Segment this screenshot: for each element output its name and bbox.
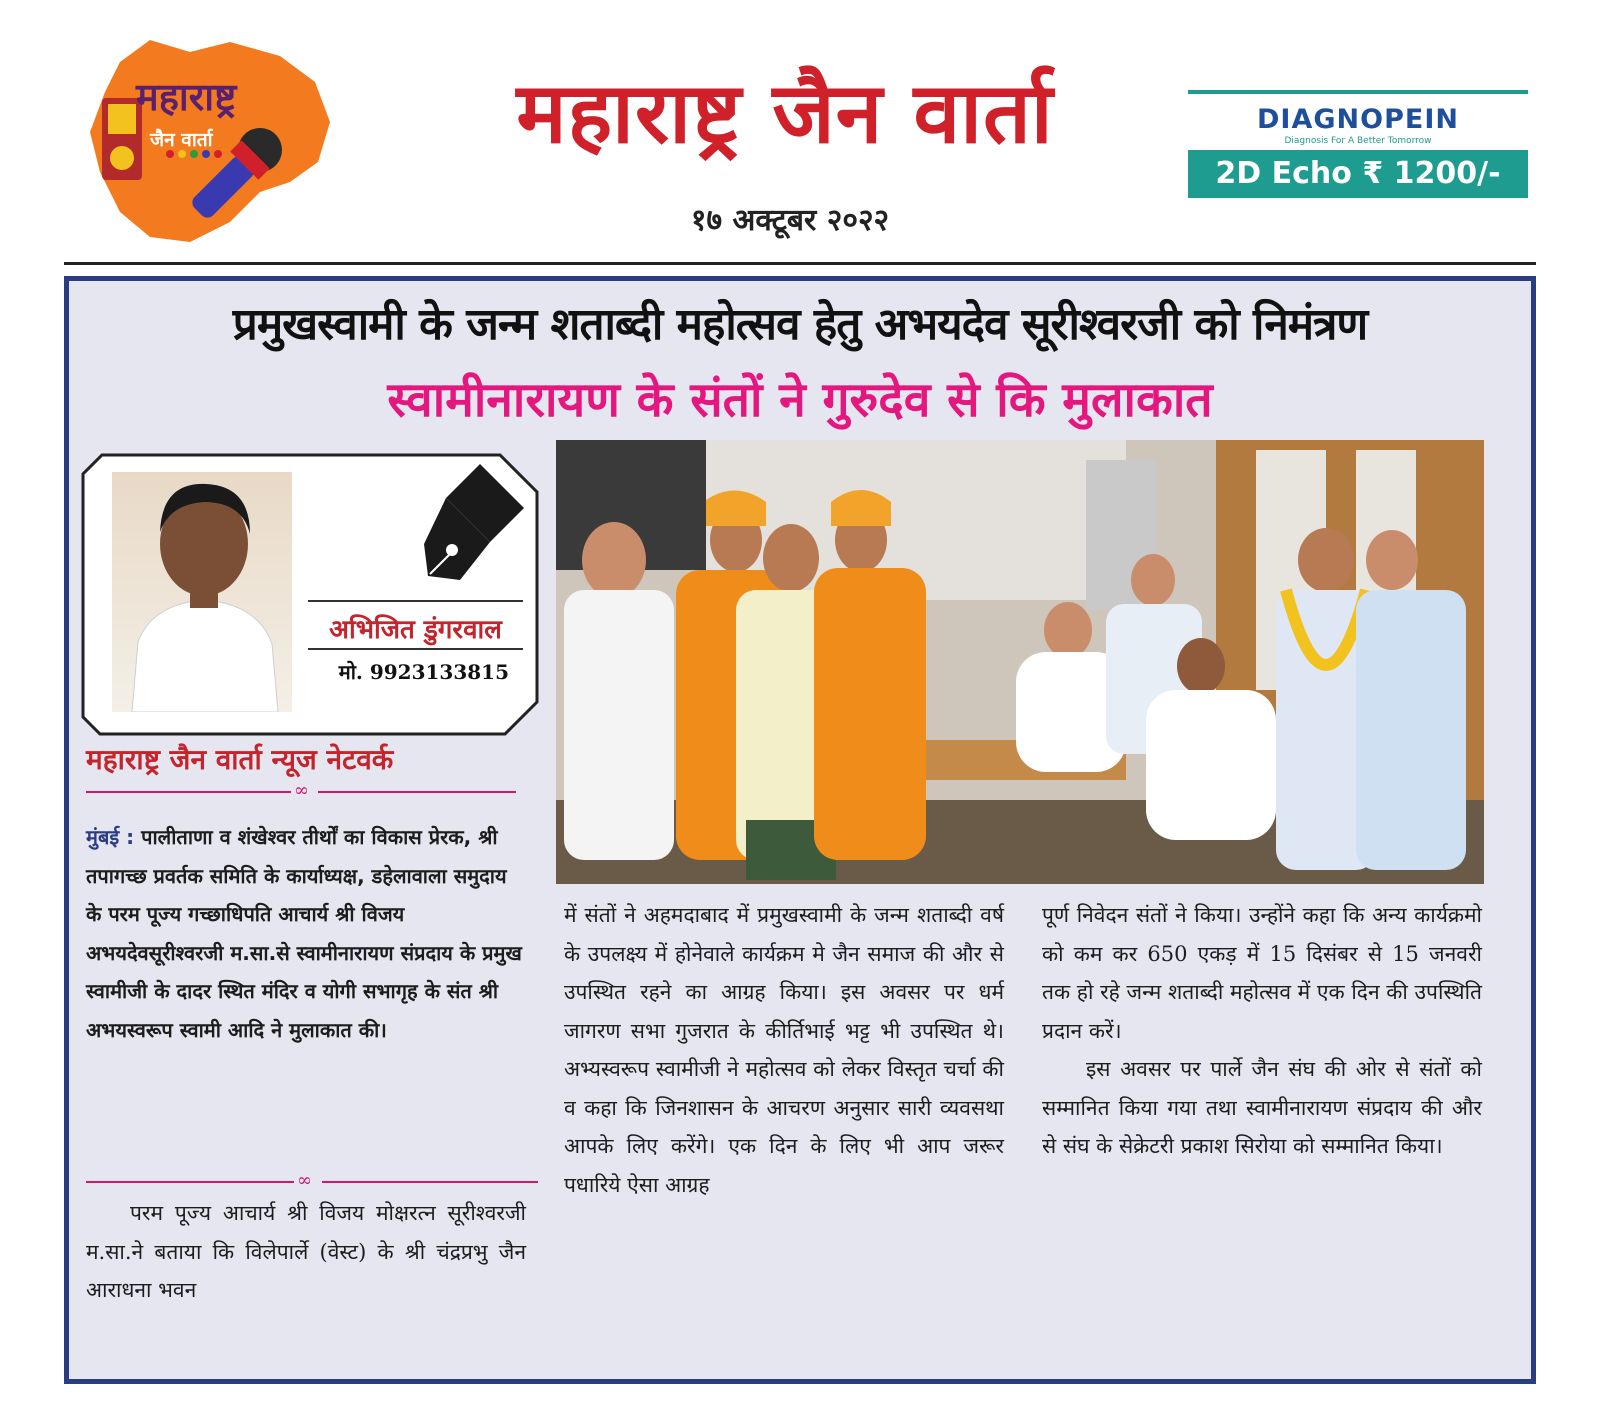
byline-rule	[308, 648, 523, 650]
column-3-para-2: इस अवसर पर पार्ले जैन संघ की ओर से संतों को सम्मानित किया गया तथा स्वामीनारायण संप्रदाय की और से संघ के सेक्रेटरी प्रकाश सिरोया को सम्मानित किया।	[1042, 1057, 1482, 1158]
logo-subtitle: जैन वार्ता	[150, 129, 213, 151]
article-column-1	[86, 1194, 526, 1310]
byline-rule-top	[308, 600, 523, 602]
ad-offer: 2D Echo ₹ 1200/-	[1188, 150, 1528, 198]
article-subheadline: स्वामीनारायण के संतों ने गुरुदेव से कि मुलाकात	[387, 372, 1213, 428]
ad-brand: DIAGNOPEIN	[1257, 104, 1459, 135]
article-headline: प्रमुखस्वामी के जन्म शताब्दी महोत्सव हेतु अभयदेव सूरीश्वरजी को निमंत्रण	[232, 299, 1368, 350]
fountain-pen-icon	[420, 458, 530, 588]
dateline: मुंबई :	[86, 825, 135, 849]
masthead-rule	[64, 262, 1536, 265]
ad-topline	[1188, 90, 1528, 94]
column-2-text: में संतों ने अहमदाबाद में प्रमुखस्वामी के जन्म शताब्दी वर्ष के उपलक्ष्य में होनेवाले कार्यक्रम मे जैन समाज की और से उपस्थित रहने का आग्रह किया। इस अवसर पर धर्म जागरण सभा गुजरात के कीर्तिभाई भट्ट भी उपस्थित थे। अभ्यस्वरूप स्वामीजी ने महोत्सव को लेकर विस्तृत चर्चा की व कहा कि जिनशासन के आचरण अनुसार सारी व्यवसथा आपके लिए करेंगे। एक दिन के लिए भी आप जरूर पधारिये ऐसा आग्रह	[564, 903, 1004, 1197]
column-1-text: परम पूज्य आचार्य श्री विजय मोक्षरत्न सूरीश्वरजी म.सा.ने बताया कि विलेपार्ले (वेस्ट) के श्री चंद्रप्रभु जैन आराधना भवन	[86, 1201, 526, 1302]
diagnopein-ad[interactable]	[1188, 90, 1528, 200]
ornamental-divider: ∞	[86, 782, 516, 802]
masthead-logo	[80, 32, 340, 252]
ad-tagline: Diagnosis For A Better Tomorrow	[1284, 136, 1432, 146]
ornamental-divider: ∞	[86, 1172, 538, 1192]
newspaper-title: महाराष्ट्र जैन वार्ता	[516, 63, 1054, 162]
reporter-phone: मो. 9923133815	[338, 660, 509, 684]
reporter-photo	[112, 472, 292, 712]
news-network-label: महाराष्ट्र जैन वार्ता न्यूज नेटवर्क	[86, 743, 394, 776]
lead-text: पालीताणा व शंखेश्वर तीर्थों का विकास प्रेरक, श्री तपागच्छ प्रवर्तक समिति के कार्याध्यक्ष, डहेलावाला समुदाय के परम पूज्य गच्छाधिपति आचार्य श्री विजय अभयदेवसूरीश्वरजी म.सा.से स्वामीनारायण संप्रदाय के प्रमुख स्वामीजी के दादर स्थित मंदिर व योगी सभागृह के संत श्री अभयस्वरूप स्वामी आदि ने मुलाकात की।	[86, 825, 522, 1042]
article-lead	[86, 818, 526, 1049]
reporter-card	[80, 452, 540, 737]
reporter-name: अभिजित डुंगरवाल	[329, 615, 502, 645]
article-column-3	[1042, 896, 1482, 1166]
article-photo	[556, 440, 1484, 884]
column-3-para-1: पूर्ण निवेदन संतों ने किया। उन्होंने कहा कि अन्य कार्यक्रमो को कम कर 650 एकड़ में 15 दिसंबर से 15 जनवरी तक हो रहे जन्म शताब्दी महोत्सव में एक दिन की उपस्थिति प्रदान करें।	[1042, 903, 1482, 1043]
logo-title: महाराष्ट्र	[136, 74, 237, 119]
issue-date: १७ अक्टूबर २०२२	[690, 203, 890, 238]
article-column-2	[564, 896, 1004, 1204]
